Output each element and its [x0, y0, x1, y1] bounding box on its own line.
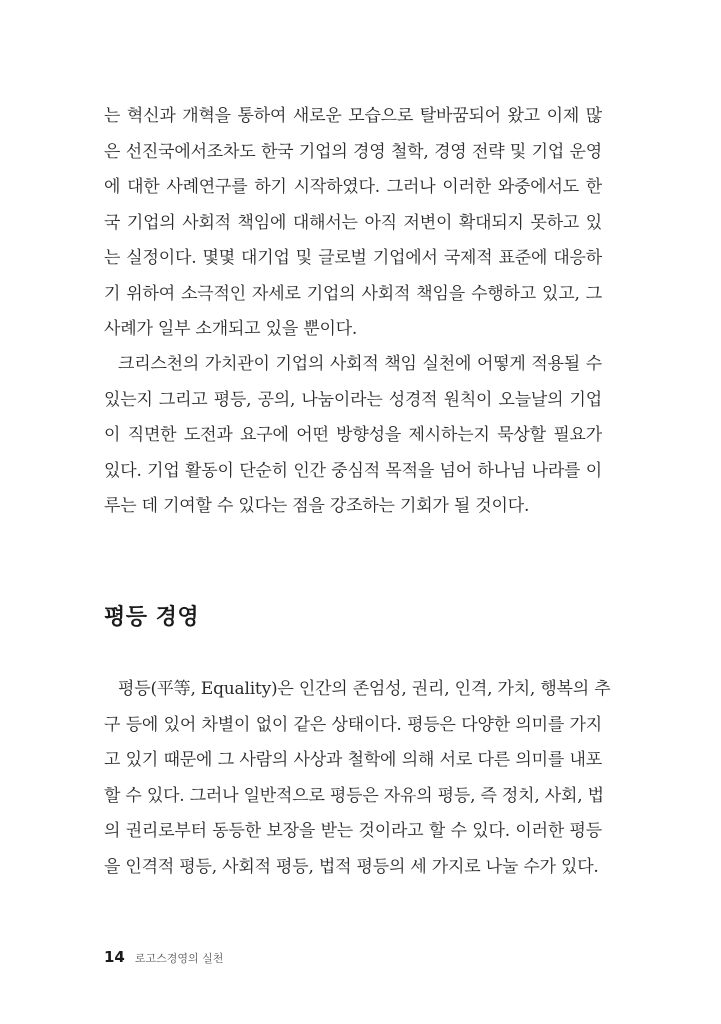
paragraph-line: 구 등에 있어 차별이 없이 같은 상태이다. 평등은 다양한 의미를 가지 [104, 714, 602, 735]
paragraph-2 [104, 347, 602, 525]
paragraph-line: 크리스천의 가치관이 기업의 사회적 책임 실천에 어떻게 적용될 수 [118, 354, 602, 374]
paragraph-1 [104, 99, 602, 348]
paragraph-line: 이 직면한 도전과 요구에 어떤 방향성을 제시하는지 묵상할 필요가 [104, 425, 602, 445]
paragraph-line: 사례가 일부 소개되고 있을 뿐이다. [104, 319, 358, 339]
paragraph-line: 고 있기 때문에 그 사람의 사상과 철학에 의해 서로 다른 의미를 내포 [104, 750, 602, 770]
paragraph-line: 에 대한 사례연구를 하기 시작하였다. 그러나 이러한 와중에서도 한 [104, 177, 602, 197]
page-footer [104, 948, 223, 966]
paragraph-line: 을 인격적 평등, 사회적 평등, 법적 평등의 세 가지로 나눌 수가 있다. [104, 856, 599, 877]
paragraph-line: 의 권리로부터 동등한 보장을 받는 것이라고 할 수 있다. 이러한 평등 [104, 821, 602, 841]
paragraph-line: 는 혁신과 개혁을 통하여 새로운 모습으로 탈바꿈되어 왔고 이제 많 [104, 106, 602, 126]
paragraph-line: 국 기업의 사회적 책임에 대해서는 아직 저변이 확대되지 못하고 있 [104, 212, 602, 233]
page-number: 14 [104, 948, 125, 966]
paragraph-line: 기 위하여 소극적인 자세로 기업의 사회적 책임을 수행하고 있고, 그 [104, 283, 603, 304]
paragraph-line: 루는 데 기여할 수 있다는 점을 강조하는 기회가 될 것이다. [104, 496, 530, 516]
paragraph-line: 할 수 있다. 그러나 일반적으로 평등은 자유의 평등, 즉 정치, 사회, 법 [104, 785, 604, 806]
running-title: 로고스경영의 실천 [134, 952, 224, 965]
paragraph-line: 있다. 기업 활동이 단순히 인간 중심적 목적을 넘어 하나님 나라를 이 [104, 460, 602, 481]
section-heading: 평등 경영 [104, 605, 200, 630]
paragraph-line: 는 실정이다. 몇몇 대기업 및 글로벌 기업에서 국제적 표준에 대응하 [104, 248, 602, 268]
paragraph-line: 있는지 그리고 평등, 공의, 나눔이라는 성경적 원칙이 오늘날의 기업 [104, 389, 602, 410]
paragraph-line: 평등(平等, Equality)은 인간의 존엄성, 권리, 인격, 가치, 행복의 추 [118, 679, 611, 699]
paragraph-line: 은 선진국에서조차도 한국 기업의 경영 철학, 경영 전략 및 기업 운영 [104, 141, 602, 162]
paragraph-3 [104, 672, 611, 885]
